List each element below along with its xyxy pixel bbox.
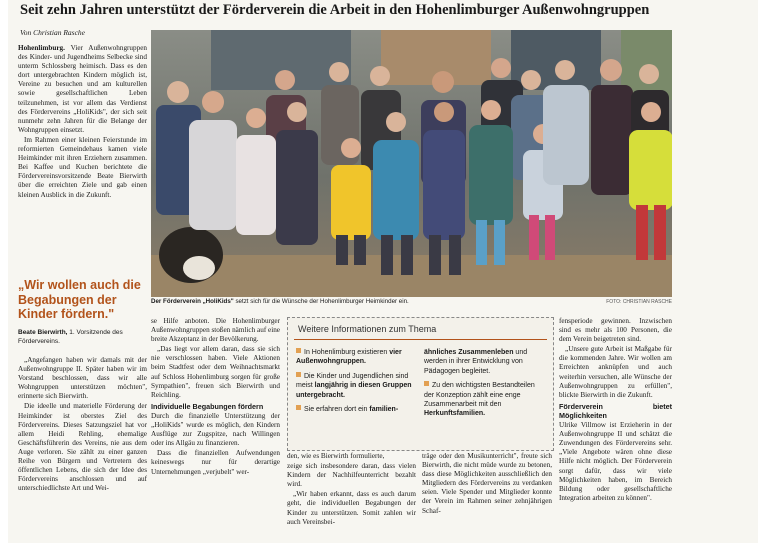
paragraph: „Unsere gute Arbeit ist Maßgabe für die kommenden Jahre. Wir wollen am Erreichten anknüpfen und auch weiterhin versuchen, alle Wünsche der Außenwohngruppen zu erfüllen", blickte Bierwirth in die Zukunft.: [559, 345, 672, 399]
bullet-square-icon: [296, 405, 301, 410]
group-photo: [151, 30, 672, 297]
info-box-left-column: [296, 348, 416, 419]
paragraph: den, wie es Bierwirth formulierte,: [287, 452, 385, 460]
subheading: Individuelle Begabungen fördern: [151, 401, 264, 411]
info-box-title: Weitere Informationen zum Thema: [298, 324, 437, 334]
info-item: ähnliches Zusammenleben und werden in ihrer Entwicklung von Pädagogen begleitet.: [424, 349, 528, 375]
newspaper-page: [8, 0, 758, 543]
info-item: In Hohenlimburg existieren vier Außenwohngruppen.: [296, 349, 402, 366]
info-item: Die Kinder und Jugendlichen sind meist langjährig in diesen Gruppen untergebracht.: [296, 372, 412, 399]
column-1-bottom: [18, 356, 147, 494]
paragraph: Hohenlimburg. Vier Außenwohngruppen des Kinder- und Jugendheims Selbecke sind unterm Schlossberg heimisch. Dass es den dort untergebrachten Kindern möglich ist, Vereine zu besuchen und am kulturellen sowie gesellschaftlichen Leben teilzunehmen, ist vor allem das Verdienst des Fördervereins „HoliKids", der sich seit nunmehr zehn Jahren für die Belange der Wohngruppen einsetzt.: [18, 44, 147, 134]
info-item: Sie erfahren dort ein familien-: [296, 405, 416, 414]
info-box: [287, 317, 554, 451]
paragraph: Ulrike Villmow ist Erzieherin in der Außenwohngruppe II und schätzt die Zuwendungen des Fördervereins sehr. „Viele Angebote wären ohne diese Hilfe nicht möglich. Der Förderverein sorgt dafür, dass wir viele Möglichkeiten haben, im Bereich Bildung oder gesellschaftliche Integration arbeiten zu können".: [559, 421, 672, 502]
column-5: [559, 317, 672, 504]
paragraph: Durch die finanzielle Unterstützung der „HoliKids" wurde es möglich, den Kindern Ausflüge zur Zugspitze, nach Willingen oder ins Allgäu zu finanzieren.: [151, 411, 280, 448]
info-box-right-column: [424, 348, 546, 424]
column-2: [151, 317, 280, 478]
subheading: Förderverein bietet Möglichkeiten: [559, 401, 672, 420]
bullet-square-icon: [424, 381, 429, 386]
column-3: [287, 452, 416, 528]
paragraph: fensperiode gewinnen. Inzwischen sind es mehr als 100 Personen, die dem Verein beigetreten sind.: [559, 317, 672, 344]
paragraph: Dass die finanziellen Aufwendungen keineswegs nur für derartige Unternehmungen „verjubelt" wer-: [151, 449, 280, 476]
paragraph: se Hilfe anboten. Die Hohenlimburger Außenwohngruppen stoßen nämlich auf eine breite Akzeptanz in der Bevölkerung.: [151, 317, 280, 344]
paragraph: Die ideelle und materielle Förderung der Heimkinder ist oberstes Ziel des Fördervereins. Dieses Satzungsziel hat vor allem Heidi Rehling, ehemalige Geschäftsführerin des Vereins, nie aus dem Auge verloren. Sie zählt zu einer ganzen Reihe von Bürgern und Vertretern des öffentlichen Lebens, die sich der Idee des Fördervereins anschlossen und auf unterschiedlichste Art und Wei-: [18, 402, 147, 493]
pull-quote-author: Beate Bierwirth, 1. Vorsitzende des Fördervereins.: [18, 329, 123, 345]
column-1-top: [18, 44, 147, 201]
paragraph: „Angefangen haben wir damals mit der Außenwohngruppe II. Später haben wir im Vorstand beschlossen, dass wir alle Wohngruppen unterstützen möchten", erinnerte sich Bierwirth.: [18, 356, 147, 401]
group-photo-illustration: [151, 30, 672, 297]
paragraph: zeige sich insbesondere daran, dass vielen Kindern der Nachhilfeunterricht bezahlt wird.: [287, 462, 416, 489]
paragraph: „Wir haben erkannt, dass es auch darum geht, die individuellen Begabungen der Kinder zu unterstützen. Somit zahlen wir auch Vereinsbei-: [287, 490, 416, 526]
bullet-square-icon: [296, 372, 301, 377]
pull-quote: „Wir wollen auch die Begabungen der Kinder fördern.": [18, 278, 141, 321]
byline: Von Christian Rasche: [20, 28, 85, 37]
article-headline: Seit zehn Jahren unterstützt der Förderverein die Arbeit in den Hohenlimburger Außenwohngruppen: [20, 2, 650, 18]
photo-caption: Der Förderverein „HoliKids" setzt sich für die Wünsche der Hohenlimburger Heimkinder ein. FOTO: CHRISTIAN RASCHE: [151, 298, 672, 305]
paragraph: „Das liegt vor allem daran, dass sie sich nie verschlossen haben. Viele Aktionen beim Stadtfest oder dem Weihnachtsmarkt auf Schloss Hohenlimburg sorgen für große Sympathien", freuen sich Bierwirth und Reichling.: [151, 345, 280, 399]
info-item: Zu den wichtigsten Bestandteilen der Konzeption zählt eine enge Zusammenarbeit mit den Herkunftsfamilien.: [424, 382, 535, 418]
paragraph: Im Rahmen einer kleinen Feierstunde im reformierten Gemeindehaus kamen viele Heimkinder mit ihren Erziehern zusammen. Bei Kaffee und Kuchen berichtete die Fördervereinsvorsitzende Beate Bierwirth über die erreichten Ziele und gab einen kleinen Ausblick in die Zukunft.: [18, 135, 147, 199]
column-4: [422, 452, 552, 517]
paragraph: träge oder den Musikunterricht", freute sich Bierwirth, die nicht müde wurde zu betonen, dass diese Möglichkeiten ausschließlich den Mitgliedern des Fördervereins zu verdanken seien. Viele Spender und Mitglieder konnte der Verein im Rahmen seiner zehnjährigen Schaf-: [422, 452, 552, 515]
info-box-divider: [294, 339, 547, 340]
bullet-square-icon: [296, 348, 301, 353]
photo-credit: FOTO: CHRISTIAN RASCHE: [606, 299, 672, 305]
